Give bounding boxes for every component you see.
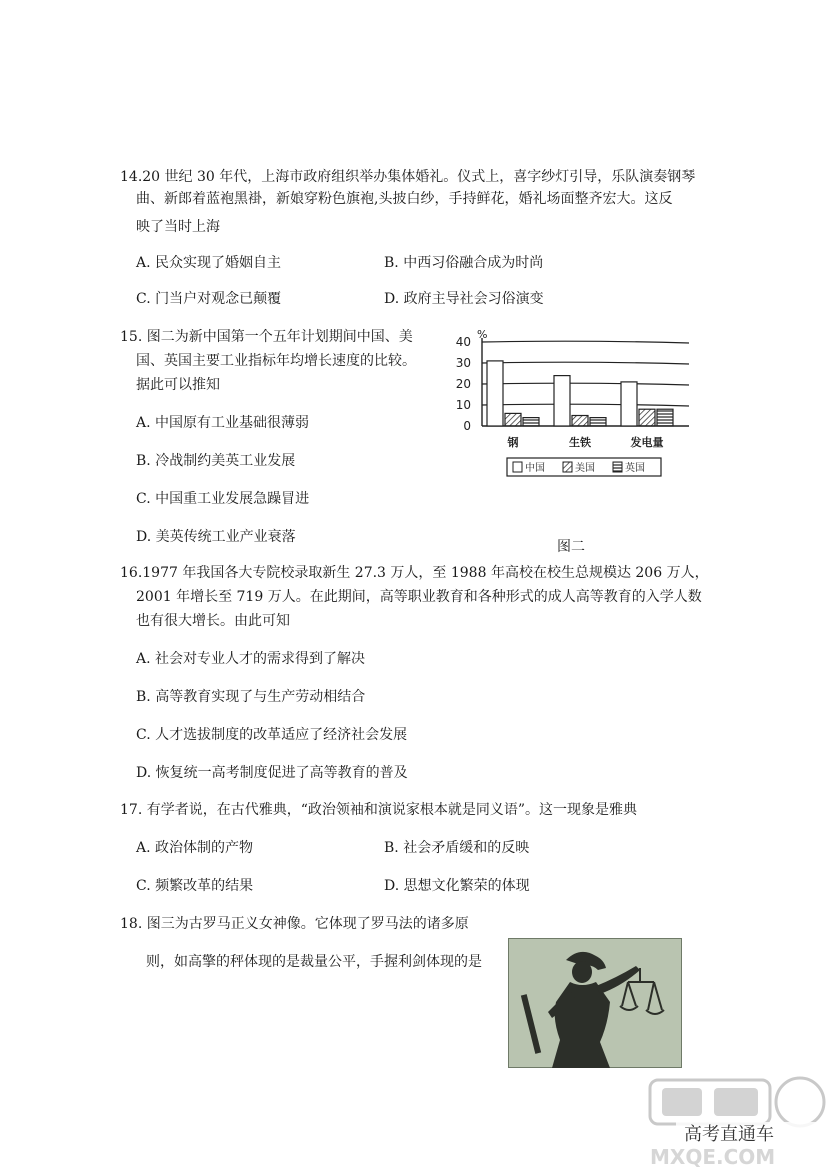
bar-美国-钢 bbox=[505, 413, 521, 426]
legend-label-英国: 英国 bbox=[625, 463, 645, 474]
x-category-label: 生铁 bbox=[569, 436, 591, 449]
y-tick-label: 20 bbox=[455, 377, 471, 391]
q14-option-d: D. 政府主导社会习俗演变 bbox=[384, 291, 544, 307]
y-tick-label: 40 bbox=[455, 335, 471, 349]
bar-美国-生铁 bbox=[572, 416, 588, 427]
q16-option-d: D. 恢复统一高考制度促进了高等教育的普及 bbox=[136, 765, 408, 781]
y-tick-label: 30 bbox=[455, 356, 471, 370]
watermark-logo bbox=[640, 1072, 827, 1169]
q15-stem-line-2: 国、英国主要工业指标年均增长速度的比较。 bbox=[136, 353, 416, 369]
q16-option-c: C. 人才选拔制度的改革适应了经济社会发展 bbox=[136, 727, 408, 743]
q14-stem-line-1: 14.20 世纪 30 年代，上海市政府组织举办集体婚礼。仪式上，喜字纱灯引导，乐队演奏钢琴 bbox=[120, 169, 696, 185]
bar-中国-生铁 bbox=[554, 376, 570, 426]
q14-stem-line-3: 映了当时上海 bbox=[136, 219, 220, 235]
q18-stem-line-1: 18. 图三为古罗马正义女神像。它体现了罗马法的诸多原 bbox=[120, 916, 469, 932]
gridline bbox=[482, 341, 689, 343]
legend-swatch-美国 bbox=[563, 462, 572, 472]
figure-2-caption: 图二 bbox=[557, 539, 585, 555]
q15-option-b: B. 冷战制约美英工业发展 bbox=[136, 453, 296, 469]
bar-英国-发电量 bbox=[657, 409, 673, 426]
bar-中国-发电量 bbox=[621, 382, 637, 426]
x-category-label: 发电量 bbox=[630, 436, 664, 449]
y-tick-label: 0 bbox=[463, 419, 471, 433]
q14-option-c: C. 门当户对观念已颠覆 bbox=[136, 291, 282, 307]
q16-option-b: B. 高等教育实现了与生产劳动相结合 bbox=[136, 689, 366, 705]
q15-stem-line-1: 15. 图二为新中国第一个五年计划期间中国、美 bbox=[120, 329, 413, 345]
bar-美国-发电量 bbox=[639, 409, 655, 426]
legend-swatch-英国 bbox=[613, 462, 622, 472]
q17-option-a: A. 政治体制的产物 bbox=[136, 840, 254, 856]
gridline bbox=[482, 404, 689, 406]
y-axis-unit-label: % bbox=[477, 328, 488, 341]
bar-英国-生铁 bbox=[590, 418, 606, 426]
svg-text:MXQE.COM: MXQE.COM bbox=[650, 1145, 776, 1169]
q14-option-a: A. 民众实现了婚姻自主 bbox=[136, 255, 282, 271]
q14-option-b: B. 中西习俗融合成为时尚 bbox=[384, 255, 544, 271]
legend-swatch-中国 bbox=[513, 462, 522, 472]
gridline bbox=[482, 383, 689, 385]
svg-text:高考直通车: 高考直通车 bbox=[684, 1124, 774, 1145]
q17-option-c: C. 频繁改革的结果 bbox=[136, 878, 254, 894]
q17-stem-line-1: 17. 有学者说，在古代雅典，“政治领袖和演说家根本就是同义语”。这一现象是雅典 bbox=[120, 802, 638, 818]
bar-英国-钢 bbox=[523, 418, 539, 426]
legend-label-美国: 美国 bbox=[575, 463, 595, 474]
q16-stem-line-1: 16.1977 年我国各大专院校录取新生 27.3 万人，至 1988 年高校在校生总规模达 206 万人， bbox=[120, 565, 709, 581]
justice-statue-image bbox=[508, 938, 682, 1068]
q17-option-b: B. 社会矛盾缓和的反映 bbox=[384, 840, 530, 856]
bar-中国-钢 bbox=[487, 361, 503, 426]
q17-option-d: D. 思想文化繁荣的体现 bbox=[384, 878, 530, 894]
q15-stem-line-3: 据此可以推知 bbox=[136, 377, 220, 393]
x-category-label: 钢 bbox=[507, 436, 519, 449]
q15-option-a: A. 中国原有工业基础很薄弱 bbox=[136, 415, 310, 431]
q15-option-c: C. 中国重工业发展急躁冒进 bbox=[136, 491, 310, 507]
y-tick-label: 10 bbox=[455, 398, 471, 412]
q16-stem-line-3: 也有很大增长。由此可知 bbox=[136, 613, 290, 629]
q18-stem-line-2: 则，如高擎的秤体现的是裁量公平，手握利剑体现的是 bbox=[146, 954, 482, 970]
q16-option-a: A. 社会对专业人才的需求得到了解决 bbox=[136, 651, 366, 667]
bar-chart bbox=[445, 326, 705, 486]
q16-stem-line-2: 2001 年增长至 719 万人。在此期间，高等职业教育和各种形式的成人高等教育的入学人数 bbox=[136, 589, 702, 605]
gridline bbox=[482, 362, 689, 364]
legend-label-中国: 中国 bbox=[525, 463, 545, 474]
q15-option-d: D. 美英传统工业产业衰落 bbox=[136, 529, 296, 545]
q14-stem-line-2: 曲、新郎着蓝袍黑褂，新娘穿粉色旗袍,头披白纱，手持鲜花，婚礼场面整齐宏大。这反 bbox=[136, 191, 673, 207]
